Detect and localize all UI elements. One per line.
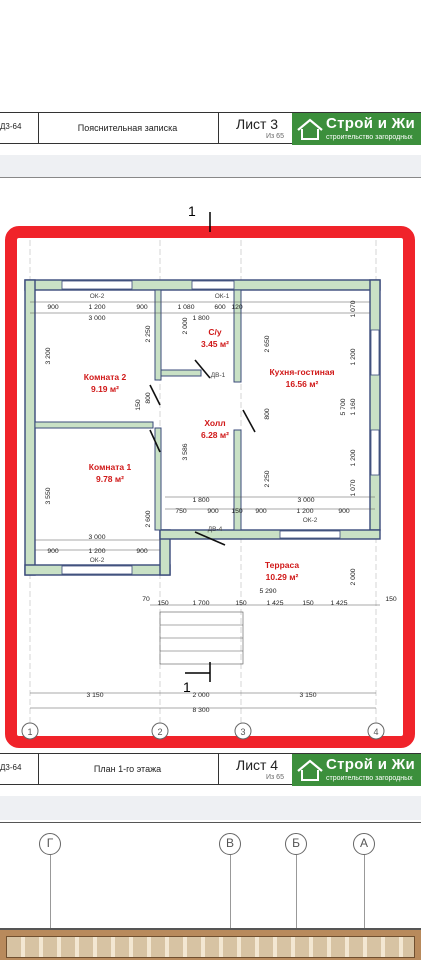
window-tag: ОК-2 bbox=[89, 293, 105, 300]
brand-tagline: строительство загородных bbox=[326, 775, 413, 782]
dimension-label: 5 290 bbox=[259, 588, 277, 595]
dimension-label: 900 bbox=[136, 304, 148, 311]
dimension-label: 3 000 bbox=[297, 497, 315, 504]
sheet-total: Из 65 bbox=[266, 133, 284, 140]
sheet-number: Лист 3 bbox=[236, 116, 279, 132]
room-area-komnata-2: 9.19 м² bbox=[90, 384, 120, 394]
dimension-label: 150 bbox=[157, 600, 169, 607]
dimension-label: 900 bbox=[47, 304, 59, 311]
dimension-label: 3 000 bbox=[88, 315, 106, 322]
dimension-label: 800 bbox=[264, 408, 271, 420]
dimension-label: 3 150 bbox=[86, 692, 104, 699]
dimension-label: 1 200 bbox=[350, 449, 357, 467]
room-name-terrace: Терраса bbox=[264, 560, 300, 570]
window-tag: ОК-2 bbox=[302, 517, 318, 524]
dimension-label: 2 250 bbox=[264, 470, 271, 488]
dimension-label: 1 070 bbox=[350, 300, 357, 318]
dimension-label: 150 bbox=[302, 600, 314, 607]
brand-logo bbox=[292, 754, 421, 786]
dimension-label: 900 bbox=[136, 548, 148, 555]
sheet-title: План 1-го этажа bbox=[93, 764, 162, 774]
room-area-su: 3.45 м² bbox=[200, 339, 230, 349]
dimension-label: 2 000 bbox=[350, 568, 357, 586]
title-block-sheet-4 bbox=[0, 753, 421, 785]
dimension-label: 2 000 bbox=[182, 317, 189, 335]
dimension-label: 750 bbox=[175, 508, 187, 515]
dimension-label: 900 bbox=[47, 548, 59, 555]
dimension-label: 3 550 bbox=[45, 487, 52, 505]
project-code: Д3-64 bbox=[0, 763, 22, 772]
axis-label: 2 bbox=[157, 727, 163, 737]
section-mark-top: 1 bbox=[188, 203, 196, 219]
room-name-komnata-1: Комната 1 bbox=[88, 462, 132, 472]
axis-label: Б bbox=[285, 833, 307, 855]
window-tag: ОК-2 bbox=[89, 557, 105, 564]
dimension-label: 1 200 bbox=[88, 548, 106, 555]
dimension-label: 3 150 bbox=[299, 692, 317, 699]
brand-tagline: строительство загородных bbox=[326, 134, 413, 141]
dimension-label: 150 bbox=[235, 600, 247, 607]
room-name-kitchen: Кухня-гостиная bbox=[269, 367, 335, 377]
dimension-label: 600 bbox=[214, 304, 226, 311]
dimension-label: 1 800 bbox=[192, 497, 210, 504]
dimension-label: 150 bbox=[135, 399, 142, 411]
room-name-su: С/у bbox=[208, 327, 222, 337]
dimension-label: 1 800 bbox=[192, 315, 210, 322]
dimension-label: 1 425 bbox=[266, 600, 284, 607]
brand-name: Строй и Жи bbox=[326, 756, 416, 773]
room-name-komnata-2: Комната 2 bbox=[83, 372, 127, 382]
room-name-hall: Холл bbox=[204, 418, 226, 428]
brand-name: Строй и Жи bbox=[326, 115, 416, 132]
door-tag: ДВ-1 bbox=[210, 372, 226, 379]
next-sheet-preview bbox=[0, 822, 421, 932]
dimension-label: 2 650 bbox=[264, 335, 271, 353]
dimension-label: 5 700 bbox=[340, 398, 347, 416]
dimension-label: 3 586 bbox=[182, 443, 189, 461]
dimension-label: 1 200 bbox=[88, 304, 106, 311]
dimension-label: 150 bbox=[231, 508, 243, 515]
room-area-komnata-1: 9.78 м² bbox=[95, 474, 125, 484]
dimension-label: 150 bbox=[385, 596, 397, 603]
sheet-total: Из 65 bbox=[266, 774, 284, 781]
room-area-kitchen: 16.56 м² bbox=[285, 379, 319, 389]
dimension-label: 8 300 bbox=[192, 707, 210, 714]
dimension-label: 70 bbox=[142, 596, 150, 603]
project-code: Д3-64 bbox=[0, 122, 22, 131]
page-gap bbox=[0, 796, 421, 820]
sheet-title: Пояснительная записка bbox=[77, 123, 178, 133]
axis-label: В bbox=[219, 833, 241, 855]
sheet-number: Лист 4 bbox=[236, 757, 279, 773]
dimension-label: 3 200 bbox=[45, 347, 52, 365]
section-mark-bottom: 1 bbox=[183, 679, 191, 695]
dimension-label: 2 000 bbox=[192, 692, 210, 699]
door-tag: ДВ-4 bbox=[207, 526, 223, 533]
dimension-label: 120 bbox=[231, 304, 243, 311]
axis-label: 3 bbox=[240, 727, 246, 737]
dimension-label: 2 250 bbox=[145, 325, 152, 343]
facade-preview bbox=[0, 928, 421, 960]
dimension-label: 1 200 bbox=[296, 508, 314, 515]
dimension-label: 800 bbox=[145, 392, 152, 404]
room-area-terrace: 10.29 м² bbox=[265, 572, 299, 582]
dimension-label: 900 bbox=[338, 508, 350, 515]
axis-label: 4 bbox=[373, 727, 379, 737]
axis-label: Г bbox=[39, 833, 61, 855]
window-tag: ОК-1 bbox=[214, 293, 230, 300]
house-icon bbox=[296, 759, 324, 781]
dimension-label: 900 bbox=[207, 508, 219, 515]
dimension-label: 1 160 bbox=[350, 398, 357, 416]
dimension-label: 1 700 bbox=[192, 600, 210, 607]
dimension-label: 1 425 bbox=[330, 600, 348, 607]
dimension-label: 900 bbox=[255, 508, 267, 515]
dimension-label: 1 200 bbox=[350, 348, 357, 366]
axis-label: А bbox=[353, 833, 375, 855]
dimension-label: 3 000 bbox=[88, 534, 106, 541]
dimension-label: 2 600 bbox=[145, 510, 152, 528]
dimension-label: 1 080 bbox=[177, 304, 195, 311]
room-area-hall: 6.28 м² bbox=[200, 430, 230, 440]
axis-label: 1 bbox=[27, 727, 33, 737]
dimension-label: 1 070 bbox=[350, 479, 357, 497]
